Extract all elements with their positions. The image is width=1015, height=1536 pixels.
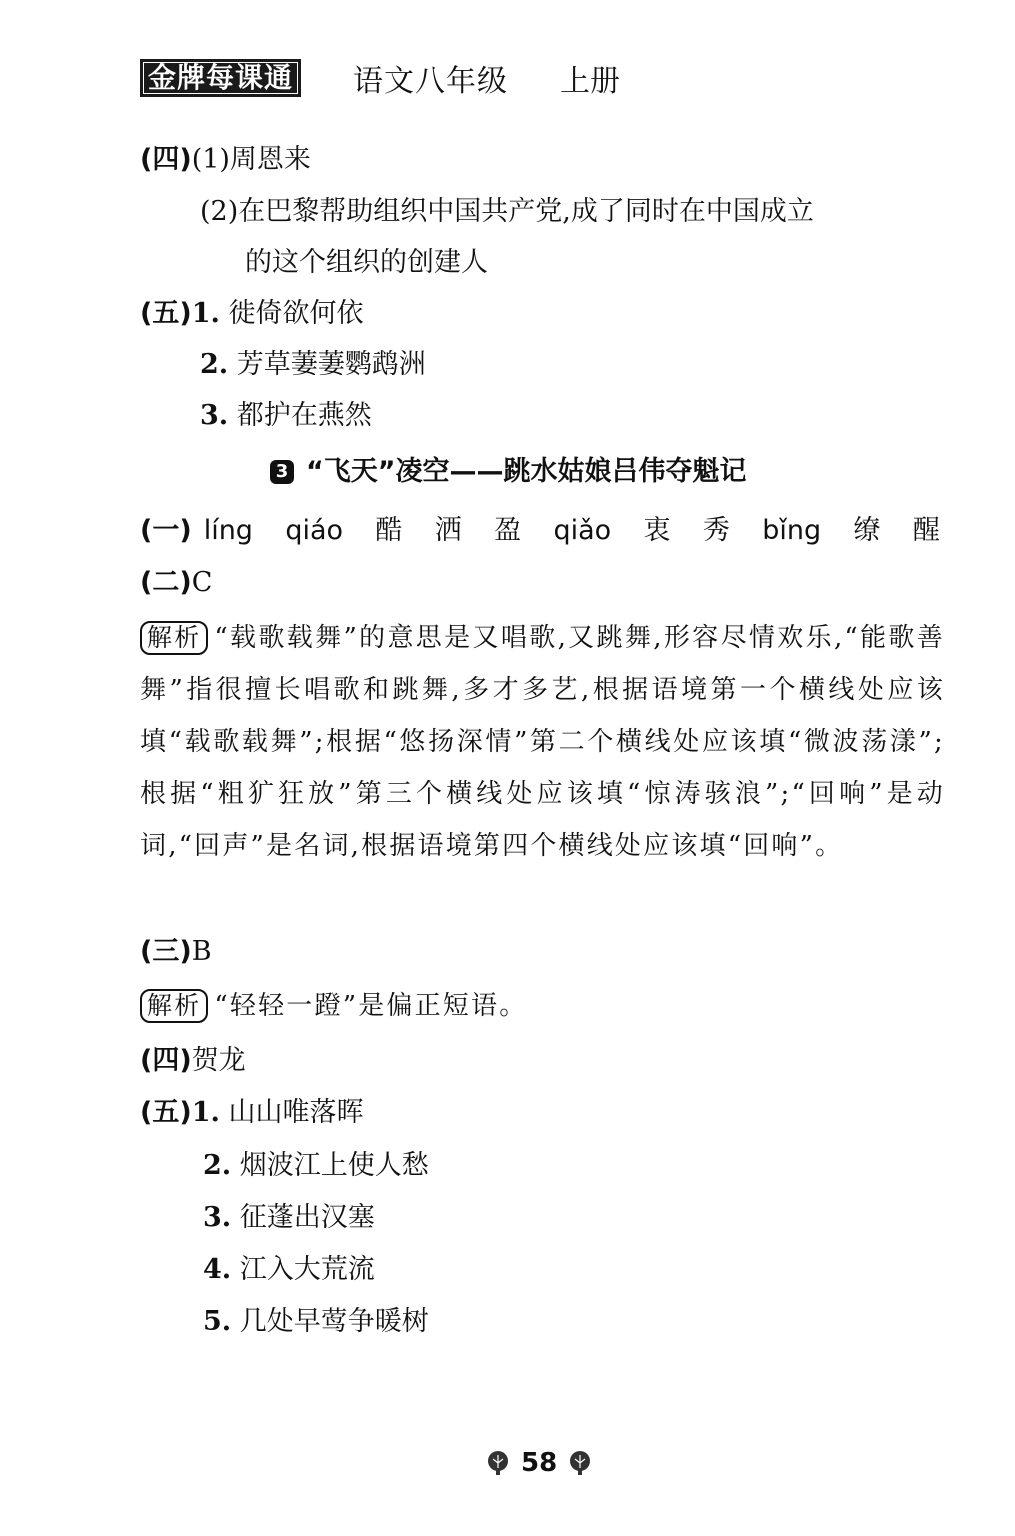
tree-icon bbox=[567, 1450, 593, 1476]
lesson-number-badge: 3 bbox=[270, 460, 294, 484]
l3-q1-item: 缭 bbox=[853, 515, 881, 546]
l3-q2-label: (二) bbox=[140, 567, 192, 598]
brand-logo: 金牌每课通 bbox=[140, 59, 301, 97]
l3-q2-text: C bbox=[191, 567, 213, 598]
l3-q3-text: B bbox=[191, 936, 212, 967]
l2-q5-num3: 3. bbox=[200, 400, 229, 431]
l3-q5-num5: 5. bbox=[203, 1306, 232, 1337]
l3-q5-num4: 4. bbox=[203, 1254, 232, 1285]
analysis-tag: 解析 bbox=[140, 621, 208, 655]
l3-q4-answer bbox=[140, 1043, 246, 1079]
l2-q5-num1: 1. bbox=[191, 298, 220, 329]
l3-q1-item: 酷 bbox=[375, 515, 403, 546]
l2-q5-num2: 2. bbox=[200, 349, 229, 380]
tree-icon bbox=[485, 1450, 511, 1476]
subject-title: 语文八年级 bbox=[353, 64, 509, 99]
l3-q1-item: 醒 bbox=[912, 515, 940, 546]
l2-q5-item1 bbox=[140, 296, 363, 332]
l3-q5-text3: 征蓬出汉塞 bbox=[239, 1202, 375, 1233]
l2-q4-answer1 bbox=[140, 142, 311, 178]
l3-q1-item: 盈 bbox=[494, 515, 522, 546]
lesson3-title-text: “飞天”凌空——跳水姑娘吕伟夺魁记 bbox=[306, 456, 747, 487]
l2-q5-text1: 徙倚欲何依 bbox=[228, 298, 364, 329]
l3-q5-num2: 2. bbox=[203, 1150, 232, 1181]
l2-q5-item3 bbox=[200, 398, 372, 434]
l3-q5-label: (五) bbox=[140, 1097, 192, 1128]
l3-q5-item1 bbox=[140, 1095, 363, 1131]
l3-q5-num3: 3. bbox=[203, 1202, 232, 1233]
l3-q1-answers bbox=[140, 513, 940, 549]
l3-q1-item: líng bbox=[203, 515, 253, 546]
l3-q5-num1: 1. bbox=[191, 1097, 220, 1128]
l3-q1-label: (一) bbox=[140, 515, 192, 546]
page-number: 58 bbox=[521, 1448, 558, 1478]
l2-q4-answer2-cont: 的这个组织的创建人 bbox=[245, 247, 488, 278]
l2-q5-item2 bbox=[200, 347, 426, 383]
l3-q3-answer bbox=[140, 934, 212, 970]
l3-q2-analysis bbox=[140, 612, 945, 872]
l3-q2-analysis-text: “载歌载舞”的意思是又唱歌,又跳舞,形容尽情欢乐,“能歌善舞”指很擅长唱歌和跳舞,多才多艺,根据语境第一个横线处应该填“载歌载舞”;根据“悠扬深情”第二个横线处应该填“微波荡漾”;根据“粗犷狂放”第三个横线处应该填“惊涛骇浪”;“回响”是动词,“回声”是名词,根据语境第四个横线处应该填“回响”。 bbox=[140, 623, 945, 861]
l3-q5-text1: 山山唯落晖 bbox=[228, 1097, 364, 1128]
l2-q4-label: (四) bbox=[140, 144, 192, 175]
l3-q1-item: 洒 bbox=[434, 515, 462, 546]
l3-q5-item2 bbox=[203, 1148, 429, 1184]
l3-q5-text2: 烟波江上使人愁 bbox=[239, 1150, 429, 1181]
l3-q5-item3 bbox=[203, 1200, 375, 1236]
l3-q4-text: 贺龙 bbox=[191, 1045, 246, 1076]
l3-q1-item: qiáo bbox=[285, 515, 344, 546]
l2-q4-answer2: (2)在巴黎帮助组织中国共产党,成了同时在中国成立 bbox=[200, 196, 814, 227]
l2-q5-label: (五) bbox=[140, 298, 192, 329]
l3-q2-answer bbox=[140, 565, 212, 601]
lesson3-title bbox=[270, 454, 747, 490]
volume-label: 上册 bbox=[560, 64, 621, 99]
l3-q1-item: bǐng bbox=[762, 515, 822, 546]
l3-q1-item: 衷 bbox=[643, 515, 671, 546]
analysis-tag: 解析 bbox=[140, 989, 208, 1023]
page-footer bbox=[485, 1448, 593, 1478]
l3-q5-item5 bbox=[203, 1304, 429, 1340]
l3-q3-analysis-text: “轻轻一蹬”是偏正短语。 bbox=[214, 991, 528, 1021]
l3-q1-items bbox=[204, 513, 940, 549]
l3-q5-item4 bbox=[203, 1252, 375, 1288]
l2-q5-text3: 都护在燕然 bbox=[236, 400, 372, 431]
page-header bbox=[140, 58, 620, 98]
l3-q5-text4: 江入大荒流 bbox=[239, 1254, 375, 1285]
l3-q4-label: (四) bbox=[140, 1045, 192, 1076]
l2-q5-text2: 芳草萋萋鹦鹉洲 bbox=[236, 349, 426, 380]
l2-q4-text1: (1)周恩来 bbox=[191, 144, 311, 175]
l3-q5-text5: 几处早莺争暖树 bbox=[239, 1306, 429, 1337]
l3-q1-item: 秀 bbox=[702, 515, 730, 546]
l3-q3-label: (三) bbox=[140, 936, 192, 967]
l3-q3-analysis bbox=[140, 980, 945, 1032]
l3-q1-item: qiǎo bbox=[553, 515, 612, 546]
